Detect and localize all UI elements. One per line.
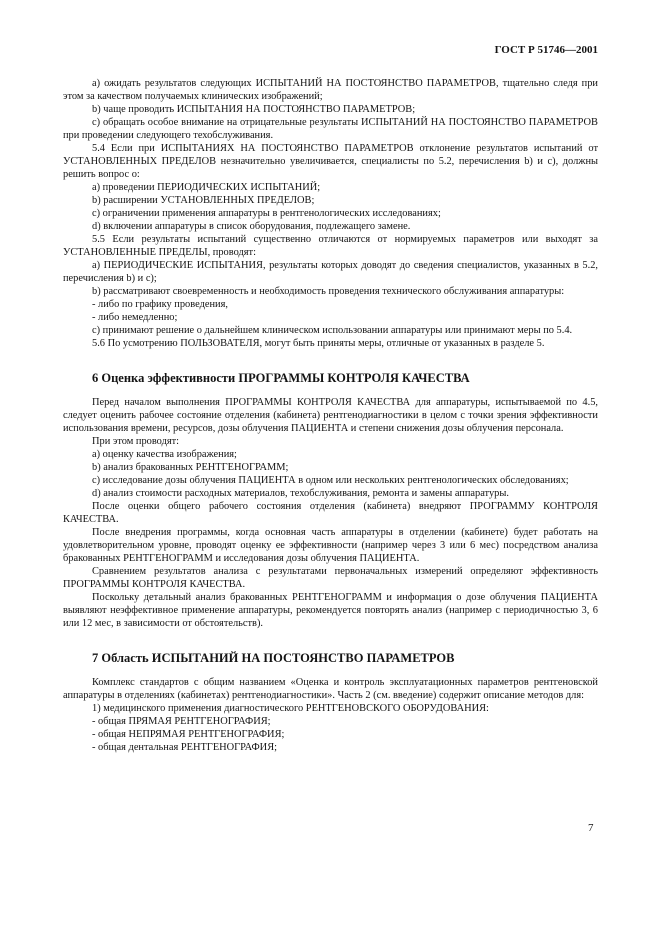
paragraph: d) включении аппаратуры в список оборудования, подлежащего замене. — [92, 221, 411, 232]
section-7-heading: 7 Область ИСПЫТАНИЙ НА ПОСТОЯНСТВО ПАРАМЕТРОВ — [92, 651, 455, 665]
section-7-body — [63, 676, 598, 754]
paragraph: 1) медицинского применения диагностического РЕНТГЕНОВСКОГО ОБОРУДОВАНИЯ: — [92, 703, 489, 714]
paragraph: а) оценку качества изображения; — [92, 449, 237, 460]
paragraph: Поскольку детальный анализ бракованных РЕНТГЕНОГРАММ и информация о дозе облучения ПАЦИЕНТА выявляют неэффективное применение аппаратуры, рекомендуется повторять анализ (например с периодичностью 3, 6 или 12 мес, в зависимости от обстоятельств). — [63, 592, 598, 629]
paragraph: - общая НЕПРЯМАЯ РЕНТГЕНОГРАФИЯ; — [92, 729, 285, 740]
paragraph: - либо по графику проведения, — [92, 299, 228, 310]
paragraph: с) ограничении применения аппаратуры в рентгенологических исследованиях; — [92, 208, 441, 219]
paragraph: с) обращать особое внимание на отрицательные результаты ИСПЫТАНИЙ НА ПОСТОЯНСТВО ПАРАМЕТРОВ при проведении следующего техобслуживания. — [63, 117, 598, 141]
paragraph: а) проведении ПЕРИОДИЧЕСКИХ ИСПЫТАНИЙ; — [92, 182, 321, 193]
paragraph: Комплекс стандартов с общим названием «Оценка и контроль эксплуатационных параметров рентгеновской аппаратуры в отделениях (кабинетах) рентгенодиагностики». Часть 2 (см. введение) содержит описание методов для: — [63, 677, 598, 701]
standard-header: ГОСТ Р 51746—2001 — [494, 44, 598, 56]
paragraph: с) исследование дозы облучения ПАЦИЕНТА в одном или нескольких рентгенологических обследованиях; — [92, 475, 569, 486]
section-5-continuation — [63, 77, 598, 350]
paragraph: - общая ПРЯМАЯ РЕНТГЕНОГРАФИЯ; — [92, 716, 271, 727]
paragraph: 5.4 Если при ИСПЫТАНИЯХ НА ПОСТОЯНСТВО ПАРАМЕТРОВ отклонение результатов испытаний от УСТАНОВЛЕННЫХ ПРЕДЕЛОВ незначительно увеличивается, специалисты по 5.2, перечисления b) и с), должны решить вопрос о: — [63, 143, 598, 180]
paragraph: 5.5 Если результаты испытаний существенно отличаются от нормируемых параметров или выходят за УСТАНОВЛЕННЫЕ ПРЕДЕЛЫ, проводят: — [63, 234, 598, 258]
paragraph: - общая дентальная РЕНТГЕНОГРАФИЯ; — [92, 742, 278, 753]
paragraph: 5.6 По усмотрению ПОЛЬЗОВАТЕЛЯ, могут быть приняты меры, отличные от указанных в разделе 5. — [92, 338, 545, 349]
paragraph: Перед началом выполнения ПРОГРАММЫ КОНТРОЛЯ КАЧЕСТВА для аппаратуры, испытываемой по 4.5, следует оценить рабочее состояние отделения (кабинета) рентгенодиагностики в целом с точки зрения эффективности использования времени, ресурсов, дозы облучения ПАЦИЕНТА и степени снижения дозы облучения персонала. — [63, 397, 598, 434]
paragraph: d) анализ стоимости расходных материалов, техобслуживания, ремонта и замены аппаратуры. — [92, 488, 509, 499]
paragraph: а) ПЕРИОДИЧЕСКИЕ ИСПЫТАНИЯ, результаты которых доводят до сведения специалистов, указанных в 5.2, перечисления b) и с); — [63, 260, 598, 284]
document-page — [63, 44, 598, 754]
paragraph: а) ожидать результатов следующих ИСПЫТАНИЙ НА ПОСТОЯНСТВО ПАРАМЕТРОВ, тщательно следя при этом за качеством получаемых клинических изображений; — [63, 78, 598, 102]
paragraph: с) принимают решение о дальнейшем клиническом использовании аппаратуры или принимают меры по 5.4. — [92, 325, 573, 336]
paragraph: b) рассматривают своевременность и необходимость проведения технического обслуживания аппаратуры: — [92, 286, 565, 297]
paragraph: После оценки общего рабочего состояния отделения (кабинета) внедряют ПРОГРАММУ КОНТРОЛЯ КАЧЕСТВА. — [63, 501, 598, 525]
paragraph: - либо немедленно; — [92, 312, 178, 323]
paragraph: b) анализ бракованных РЕНТГЕНОГРАММ; — [92, 462, 289, 473]
section-6-body — [63, 396, 598, 630]
paragraph: b) чаще проводить ИСПЫТАНИЯ НА ПОСТОЯНСТВО ПАРАМЕТРОВ; — [92, 104, 416, 115]
paragraph: После внедрения программы, когда основная часть аппаратуры в отделении (кабинете) будет работать на удовлетворительном уровне, проводят оценку ее эффективности (например через 3 или 6 мес) посредством анализа бракованных РЕНТГЕНОГРАММ и исследования дозы облучения ПАЦИЕНТА. — [63, 527, 598, 564]
page-number: 7 — [588, 822, 594, 834]
paragraph: Сравнением результатов анализа с результатами первоначальных измерений определяют эффективность ПРОГРАММЫ КОНТРОЛЯ КАЧЕСТВА. — [63, 566, 598, 590]
paragraph: При этом проводят: — [92, 436, 180, 447]
section-6-heading: 6 Оценка эффективности ПРОГРАММЫ КОНТРОЛЯ КАЧЕСТВА — [92, 371, 470, 385]
paragraph: b) расширении УСТАНОВЛЕННЫХ ПРЕДЕЛОВ; — [92, 195, 315, 206]
